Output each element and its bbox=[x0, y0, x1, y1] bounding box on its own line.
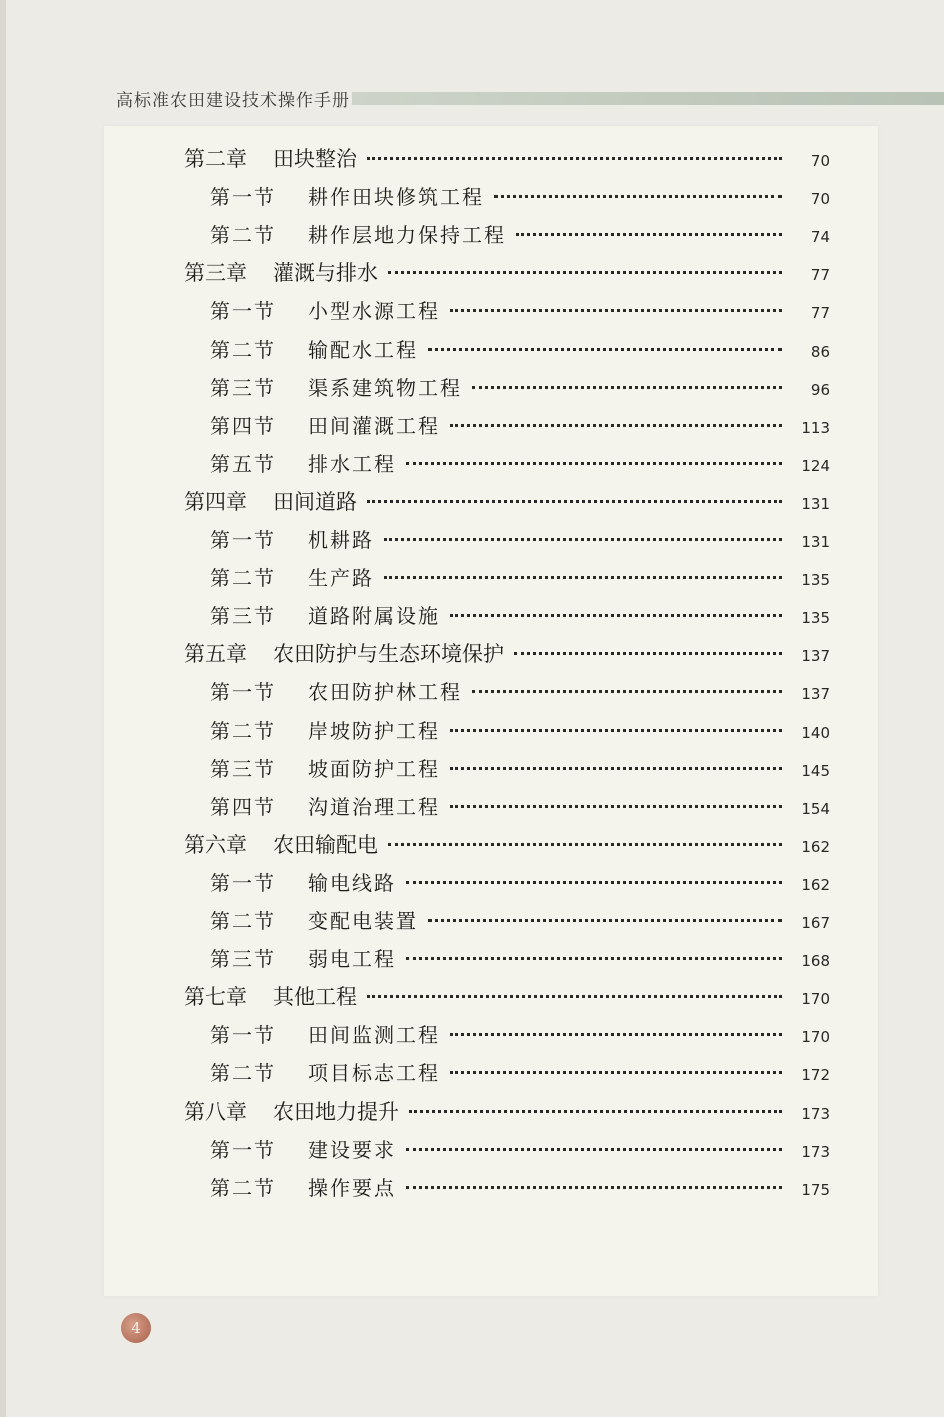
toc-entry-title: 机耕路 bbox=[308, 528, 374, 552]
toc-section-entry[interactable] bbox=[210, 562, 830, 591]
toc-entry-page-number: 77 bbox=[810, 304, 830, 323]
dot-leader bbox=[388, 843, 782, 846]
toc-entry-title: 沟道治理工程 bbox=[308, 794, 440, 819]
toc-entry-title: 项目标志工程 bbox=[308, 1061, 440, 1086]
toc-entry-page-number: 168 bbox=[801, 952, 830, 971]
toc-entry-page-number: 124 bbox=[801, 456, 830, 475]
dot-leader bbox=[450, 614, 782, 617]
toc-entry-label: 第三节 bbox=[210, 604, 276, 629]
toc-entry-label: 第一节 bbox=[210, 870, 276, 895]
toc-entry-label: 第二节 bbox=[210, 909, 276, 933]
toc-chapter-entry[interactable] bbox=[184, 257, 830, 287]
toc-section-entry[interactable] bbox=[210, 1057, 830, 1086]
toc-entry-label: 第一节 bbox=[210, 680, 276, 705]
dot-leader bbox=[367, 995, 782, 998]
dot-leader bbox=[450, 309, 782, 312]
toc-entry-title: 建设要求 bbox=[308, 1137, 396, 1162]
toc-entry-page-number: 170 bbox=[801, 990, 830, 1009]
toc-entry-page-number: 77 bbox=[810, 266, 830, 285]
page-number-badge bbox=[121, 1313, 151, 1343]
dot-leader bbox=[450, 1033, 782, 1036]
toc-entry-title: 输配水工程 bbox=[308, 337, 418, 362]
running-header-title: 高标准农田建设技术操作手册 bbox=[116, 91, 350, 111]
page-number: 4 bbox=[131, 1319, 141, 1337]
toc-entry-title: 道路附属设施 bbox=[308, 604, 440, 629]
toc-entry-title: 农田输配电 bbox=[273, 832, 378, 857]
toc-entry-page-number: 162 bbox=[801, 837, 830, 856]
toc-entry-page-number: 170 bbox=[801, 1028, 830, 1047]
dot-leader bbox=[406, 462, 782, 465]
toc-chapter-entry[interactable] bbox=[184, 638, 830, 668]
dot-leader bbox=[367, 500, 782, 503]
toc-entry-page-number: 131 bbox=[801, 494, 830, 513]
toc-entry-label: 第三节 bbox=[210, 947, 276, 972]
toc-entry-page-number: 131 bbox=[801, 533, 830, 551]
toc-section-entry[interactable] bbox=[210, 1019, 830, 1048]
toc-entry-label: 第三节 bbox=[210, 756, 276, 781]
toc-entry-label: 第二章 bbox=[184, 147, 247, 171]
dot-leader bbox=[428, 348, 782, 351]
toc-section-entry[interactable] bbox=[210, 295, 830, 324]
dot-leader bbox=[406, 1186, 782, 1189]
toc-entry-page-number: 137 bbox=[801, 647, 830, 666]
toc-entry-label: 第三节 bbox=[210, 375, 276, 400]
dot-leader bbox=[450, 805, 782, 808]
toc-entry-label: 第七章 bbox=[184, 985, 247, 1010]
toc-entry-label: 第一节 bbox=[210, 185, 276, 210]
toc-chapter-entry[interactable] bbox=[184, 486, 830, 516]
dot-leader bbox=[409, 1110, 782, 1113]
toc-entry-title: 田间监测工程 bbox=[308, 1023, 440, 1048]
toc-entry-label: 第四节 bbox=[210, 413, 276, 438]
toc-entry-label: 第五章 bbox=[184, 642, 247, 667]
toc-chapter-entry[interactable] bbox=[184, 1096, 830, 1126]
toc-entry-page-number: 135 bbox=[801, 609, 830, 628]
toc-entry-label: 第六章 bbox=[184, 832, 247, 857]
toc-entry-label: 第四章 bbox=[184, 489, 247, 514]
toc-entry-page-number: 172 bbox=[801, 1066, 830, 1085]
toc-entry-page-number: 175 bbox=[801, 1180, 830, 1199]
toc-entry-title: 农田防护林工程 bbox=[308, 680, 462, 705]
toc-section-entry[interactable] bbox=[210, 181, 830, 210]
toc-entry-title: 田块整治 bbox=[273, 147, 357, 171]
toc-section-entry[interactable] bbox=[210, 524, 830, 553]
toc-entry-title: 输电线路 bbox=[308, 870, 396, 895]
toc-entry-page-number: 135 bbox=[801, 571, 830, 590]
toc-entry-label: 第一节 bbox=[210, 528, 276, 552]
dot-leader bbox=[406, 957, 782, 960]
toc-entry-page-number: 137 bbox=[801, 685, 830, 704]
toc-section-entry[interactable] bbox=[210, 448, 830, 477]
toc-entry-page-number: 145 bbox=[801, 761, 830, 780]
toc-entry-title: 灌溉与排水 bbox=[273, 261, 378, 286]
toc-entry-label: 第八章 bbox=[184, 1099, 247, 1124]
toc-entry-label: 第三章 bbox=[184, 261, 247, 286]
toc-section-entry[interactable] bbox=[210, 715, 830, 744]
toc-entry-page-number: 173 bbox=[801, 1142, 830, 1161]
toc-entry-label: 第一节 bbox=[210, 299, 276, 324]
toc-entry-label: 第二节 bbox=[210, 566, 276, 591]
toc-section-entry[interactable] bbox=[210, 600, 830, 629]
toc-entry-label: 第二节 bbox=[210, 223, 276, 248]
toc-section-entry[interactable] bbox=[210, 867, 830, 896]
toc-section-entry[interactable] bbox=[210, 1172, 830, 1201]
toc-entry-title: 农田地力提升 bbox=[273, 1099, 399, 1124]
toc-entry-page-number: 70 bbox=[810, 190, 830, 209]
toc-entry-label: 第二节 bbox=[210, 1175, 276, 1200]
dot-leader bbox=[514, 652, 782, 655]
toc-entry-title: 变配电装置 bbox=[308, 909, 418, 933]
dot-leader bbox=[494, 195, 782, 198]
dot-leader bbox=[406, 1148, 782, 1151]
toc-entry-page-number: 173 bbox=[801, 1104, 830, 1123]
toc-entry-label: 第二节 bbox=[210, 718, 276, 743]
toc-entry-title: 渠系建筑物工程 bbox=[308, 375, 462, 400]
toc-chapter-entry[interactable] bbox=[184, 143, 830, 173]
toc-chapter-entry[interactable] bbox=[184, 829, 830, 859]
toc-entry-title: 弱电工程 bbox=[308, 947, 396, 972]
toc-chapter-entry[interactable] bbox=[184, 981, 830, 1011]
toc-entry-title: 操作要点 bbox=[308, 1175, 396, 1200]
toc-entry-page-number: 140 bbox=[801, 723, 830, 742]
dot-leader bbox=[450, 1071, 782, 1074]
toc-entry-title: 坡面防护工程 bbox=[308, 756, 440, 781]
toc-section-entry[interactable] bbox=[210, 410, 830, 439]
toc-entry-title: 岸坡防护工程 bbox=[308, 718, 440, 743]
toc-section-entry[interactable] bbox=[210, 905, 830, 934]
toc-entry-page-number: 70 bbox=[810, 152, 830, 170]
dot-leader bbox=[516, 233, 782, 236]
toc-section-entry[interactable] bbox=[210, 1134, 830, 1163]
toc-entry-label: 第五节 bbox=[210, 451, 276, 476]
dot-leader bbox=[428, 919, 782, 922]
toc-entry-page-number: 74 bbox=[810, 228, 830, 247]
toc-entry-title: 耕作田块修筑工程 bbox=[308, 185, 484, 210]
toc-entry-page-number: 167 bbox=[801, 914, 830, 932]
dot-leader bbox=[367, 157, 782, 160]
toc-section-entry[interactable] bbox=[210, 753, 830, 782]
toc-section-entry[interactable] bbox=[210, 334, 830, 363]
toc-entry-label: 第四节 bbox=[210, 794, 276, 819]
toc-entry-title: 小型水源工程 bbox=[308, 299, 440, 324]
toc-entry-page-number: 96 bbox=[810, 380, 830, 399]
toc-entry-title: 耕作层地力保持工程 bbox=[308, 223, 506, 248]
dot-leader bbox=[472, 690, 782, 693]
dot-leader bbox=[450, 729, 782, 732]
dot-leader bbox=[450, 424, 782, 427]
toc-entry-label: 第一节 bbox=[210, 1023, 276, 1048]
toc-entry-page-number: 86 bbox=[810, 342, 830, 361]
toc-entry-title: 其他工程 bbox=[273, 985, 357, 1010]
toc-entry-page-number: 154 bbox=[801, 799, 830, 818]
dot-leader bbox=[450, 767, 782, 770]
toc-entry-title: 田间道路 bbox=[273, 489, 357, 514]
toc-entry-label: 第一节 bbox=[210, 1137, 276, 1162]
dot-leader bbox=[472, 386, 782, 389]
dot-leader bbox=[388, 271, 782, 274]
toc-section-entry[interactable] bbox=[210, 219, 830, 248]
toc-entry-title: 排水工程 bbox=[308, 451, 396, 476]
toc-section-entry[interactable] bbox=[210, 676, 830, 705]
toc-entry-title: 田间灌溉工程 bbox=[308, 413, 440, 438]
toc-entry-page-number: 113 bbox=[801, 418, 830, 437]
dot-leader bbox=[384, 538, 782, 541]
toc-section-entry[interactable] bbox=[210, 372, 830, 401]
toc-section-entry[interactable] bbox=[210, 943, 830, 972]
toc-entry-title: 生产路 bbox=[308, 566, 374, 591]
toc-entry-title: 农田防护与生态环境保护 bbox=[273, 642, 504, 667]
toc-section-entry[interactable] bbox=[210, 791, 830, 820]
dot-leader bbox=[384, 576, 782, 579]
toc-entry-label: 第二节 bbox=[210, 1061, 276, 1086]
toc-entry-page-number: 162 bbox=[801, 875, 830, 894]
toc-entry-label: 第二节 bbox=[210, 337, 276, 362]
dot-leader bbox=[406, 881, 782, 884]
